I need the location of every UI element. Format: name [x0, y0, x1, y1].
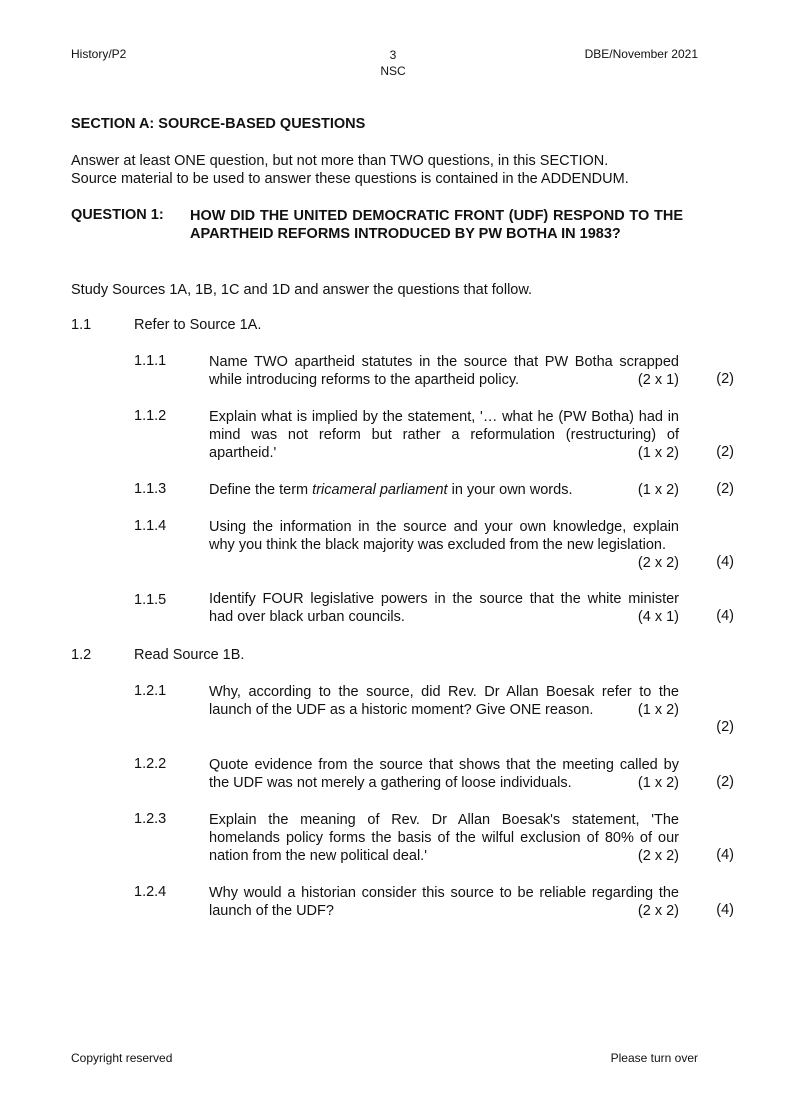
item-question: Why would a historian consider this source to be reliable regarding the launch of the UDF? [209, 885, 679, 919]
item-number: 1.1.1 [134, 353, 167, 369]
mark-allocation: (1 x 2) [637, 445, 679, 461]
item-question-start: Define the term [209, 482, 313, 498]
item-question: Quote evidence from the source that shows that the meeting called by the UDF was not merely a gathering of loose individuals. [209, 757, 679, 791]
item-text [209, 518, 679, 572]
sub-question-number: 1.1 [71, 317, 92, 333]
item-text [209, 590, 679, 626]
item-number: 1.2.4 [134, 884, 167, 900]
marks: (2) [716, 719, 734, 735]
question-title: HOW DID THE UNITED DEMOCRATIC FRONT (UDF) RESPOND TO THE APARTHEID REFORMS INTRODUCED BY PW BOTHA IN 1983? [190, 208, 683, 242]
item-question: Identify FOUR legislative powers in the source that the white minister had over black urban councils. [209, 591, 679, 625]
mark-allocation: (1 x 2) [637, 482, 679, 498]
item-number: 1.1.2 [134, 408, 167, 424]
item-number: 1.2.3 [134, 811, 167, 827]
item-question: Explain the meaning of Rev. Dr Allan Boesak's statement, 'The homelands policy forms the basis of the wilful exclusion of 80% of our nation from the new political deal.' [209, 812, 679, 864]
item-number: 1.2.1 [134, 683, 167, 699]
defined-term: tricameral parliament [312, 482, 448, 498]
item-text [209, 408, 679, 462]
marks: (2) [716, 774, 734, 790]
marks: (2) [716, 481, 734, 497]
mark-allocation: (2 x 2) [637, 848, 679, 864]
item-number: 1.1.3 [134, 481, 167, 497]
item-text [209, 756, 679, 792]
mark-allocation: (1 x 2) [637, 775, 679, 791]
item-text [209, 683, 679, 719]
mark-allocation: (1 x 2) [637, 702, 679, 718]
mark-allocation: (2 x 2) [637, 903, 679, 919]
mark-allocation: (4 x 1) [637, 609, 679, 625]
mark-allocation: (2 x 1) [637, 372, 679, 388]
item-text [209, 884, 679, 920]
item-number: 1.1.4 [134, 518, 167, 534]
section-title: SECTION A: SOURCE-BASED QUESTIONS [71, 116, 366, 132]
question-label: QUESTION 1: [71, 207, 164, 223]
item-number: 1.1.5 [134, 592, 167, 608]
mark-allocation: (2 x 2) [637, 555, 679, 571]
footer-left: Copyright reserved [71, 1051, 173, 1065]
item-text [209, 481, 679, 499]
item-question: Explain what is implied by the statement, '… what he (PW Botha) had in mind was not reform but rather a reformulation (restructuring) of apartheid.' [209, 409, 679, 461]
marks: (4) [716, 608, 734, 624]
item-number: 1.2.2 [134, 756, 167, 772]
marks: (4) [716, 902, 734, 918]
header-right: DBE/November 2021 [584, 47, 698, 61]
header-left: History/P2 [71, 47, 127, 61]
item-question: Using the information in the source and your own knowledge, explain why you think the black majority was excluded from the new legislation. [209, 519, 679, 553]
header-sub: NSC [380, 64, 406, 78]
page-number: 3 [389, 48, 397, 62]
marks: (4) [716, 554, 734, 570]
marks: (2) [716, 371, 734, 387]
sub-question-text: Refer to Source 1A. [134, 317, 262, 333]
item-text [209, 353, 679, 389]
marks: (2) [716, 444, 734, 460]
sub-question-number: 1.2 [71, 647, 92, 663]
item-question-end: in your own words. [447, 482, 573, 498]
instruction-line-2: Source material to be used to answer these questions is contained in the ADDENDUM. [71, 171, 629, 187]
study-instruction: Study Sources 1A, 1B, 1C and 1D and answer the questions that follow. [71, 282, 533, 298]
instruction-line-1: Answer at least ONE question, but not more than TWO questions, in this SECTION. [71, 153, 609, 169]
instructions [71, 152, 683, 188]
marks: (4) [716, 847, 734, 863]
item-question: Why, according to the source, did Rev. Dr Allan Boesak refer to the launch of the UDF as a historic moment? Give ONE reason. [209, 684, 679, 718]
item-question: Name TWO apartheid statutes in the source that PW Botha scrapped while introducing reforms to the apartheid policy. [209, 354, 679, 388]
item-text [209, 811, 679, 865]
sub-question-text: Read Source 1B. [134, 647, 245, 663]
footer-right: Please turn over [610, 1051, 698, 1065]
